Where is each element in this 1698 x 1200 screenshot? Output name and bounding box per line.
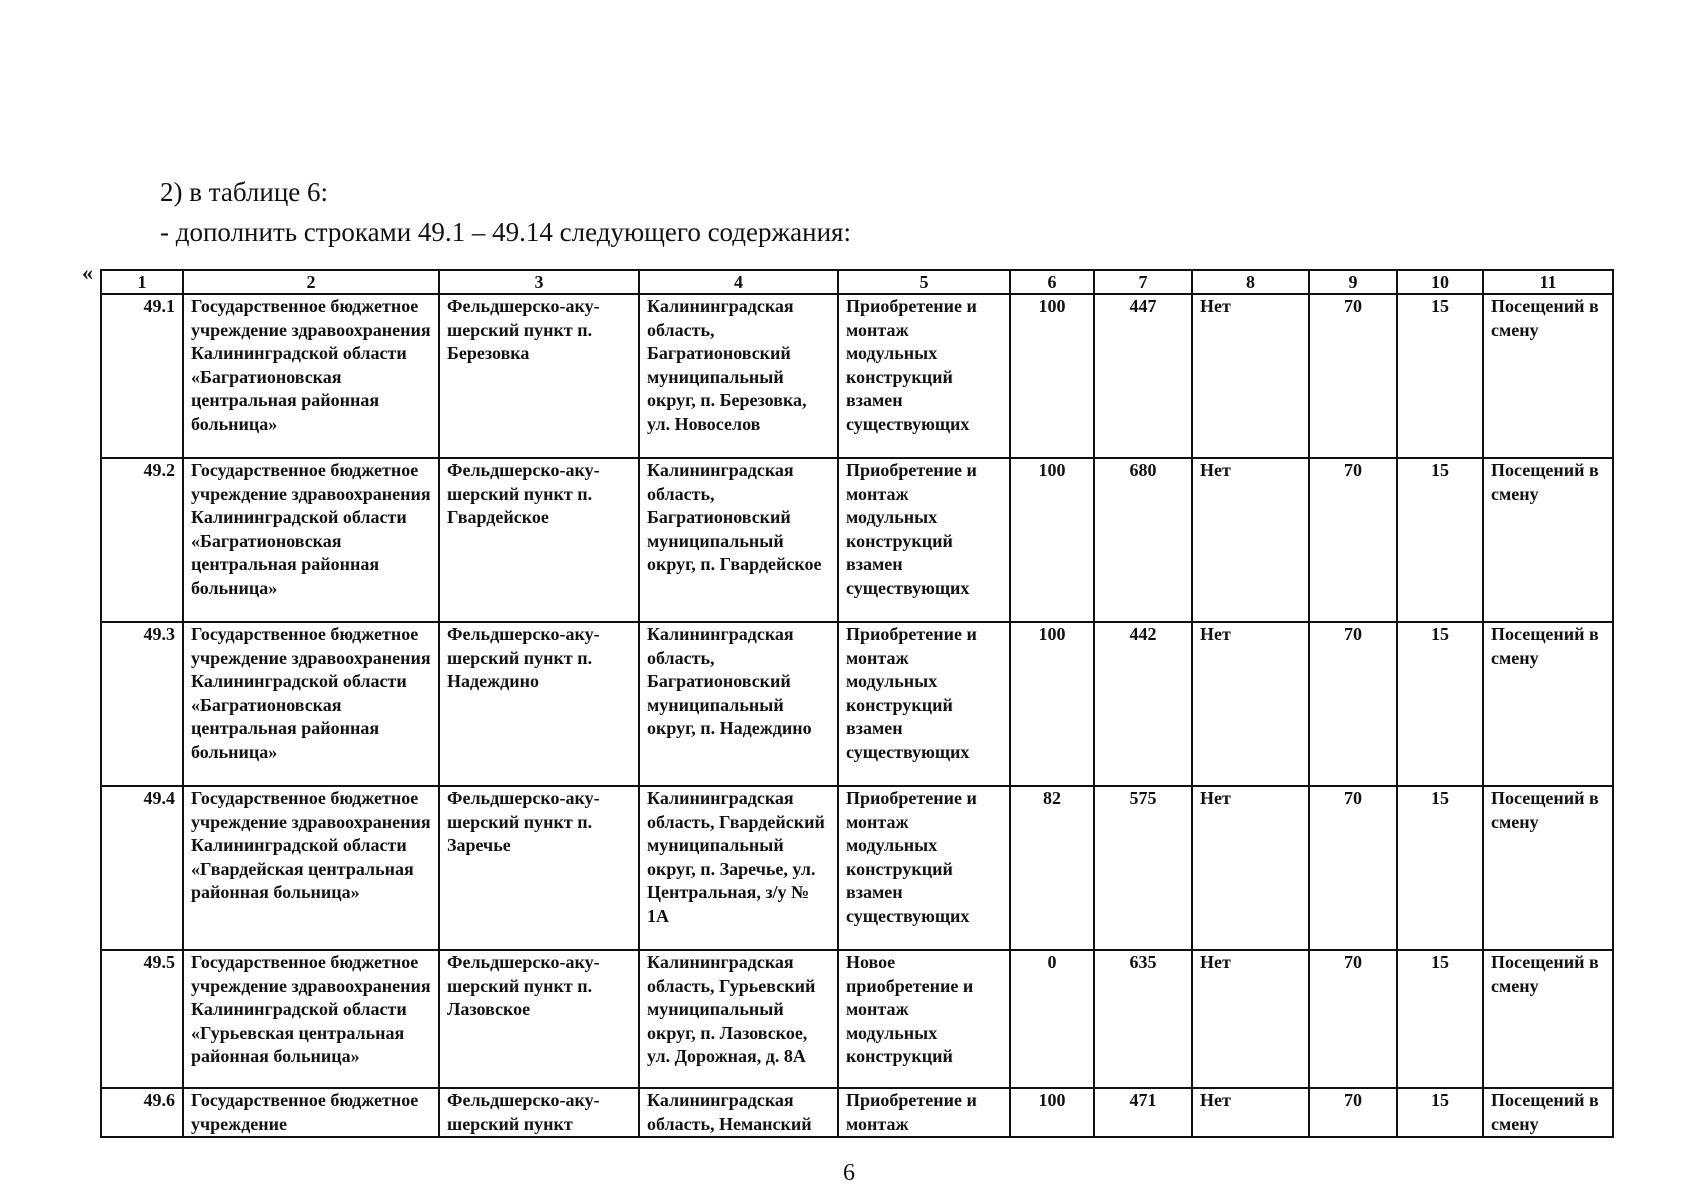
column-9-cell: 70 bbox=[1309, 786, 1397, 950]
institution-cell: Государственное бюджетное учреждение здравоохранения Калининградской области «Багратионовская центральная районная больница» bbox=[183, 294, 439, 458]
column-header: 2 bbox=[183, 270, 439, 294]
row-number: 49.4 bbox=[101, 786, 183, 950]
column-7-cell: 635 bbox=[1094, 950, 1192, 1088]
column-8-cell: Нет bbox=[1192, 294, 1309, 458]
object-cell: Фельдшерско-аку-шерский пункт п. Березовка bbox=[439, 294, 639, 458]
column-11-cell: Посещений в смену bbox=[1483, 1088, 1613, 1137]
institution-cell: Государственное бюджетное учреждение здравоохранения Калининградской области «Гвардейская центральная районная больница» bbox=[183, 786, 439, 950]
intro-text bbox=[160, 172, 851, 252]
intro-line-1: 2) в таблице 6: bbox=[160, 177, 329, 207]
institution-cell: Государственное бюджетное учреждение здравоохранения Калининградской области «Багратионовская центральная районная больница» bbox=[183, 622, 439, 786]
action-cell: Приобретение и монтаж модульных конструкций взамен существующих bbox=[838, 622, 1010, 786]
institution-cell: Государственное бюджетное учреждение здравоохранения Калининградской области «Гурьевская центральная районная больница» bbox=[183, 950, 439, 1088]
column-header: 6 bbox=[1010, 270, 1094, 294]
row-number: 49.2 bbox=[101, 458, 183, 622]
action-cell: Приобретение и монтаж bbox=[838, 1088, 1010, 1137]
table-row bbox=[101, 622, 1613, 786]
column-9-cell: 70 bbox=[1309, 458, 1397, 622]
column-8-cell: Нет bbox=[1192, 458, 1309, 622]
address-cell: Калининградская область, Гурьевский муниципальный округ, п. Лазовское, ул. Дорожная, д. 8А bbox=[639, 950, 838, 1088]
action-cell: Приобретение и монтаж модульных конструкций взамен существующих bbox=[838, 458, 1010, 622]
row-number: 49.3 bbox=[101, 622, 183, 786]
table-row bbox=[101, 950, 1613, 1088]
column-8-cell: Нет bbox=[1192, 1088, 1309, 1137]
opening-quote-mark: « bbox=[82, 260, 93, 285]
institution-cell: Государственное бюджетное учреждение здравоохранения Калининградской области «Багратионовская центральная районная больница» bbox=[183, 458, 439, 622]
column-header: 1 bbox=[101, 270, 183, 294]
column-6-cell: 100 bbox=[1010, 1088, 1094, 1137]
column-10-cell: 15 bbox=[1397, 950, 1483, 1088]
column-header: 4 bbox=[639, 270, 838, 294]
column-7-cell: 680 bbox=[1094, 458, 1192, 622]
page-number: 6 bbox=[843, 1160, 855, 1186]
object-cell: Фельдшерско-аку-шерский пункт п. Надеждино bbox=[439, 622, 639, 786]
column-header: 7 bbox=[1094, 270, 1192, 294]
column-header: 8 bbox=[1192, 270, 1309, 294]
table-row bbox=[101, 1088, 1613, 1137]
address-cell: Калининградская область, Гвардейский муниципальный округ, п. Заречье, ул. Центральная, з/у № 1А bbox=[639, 786, 838, 950]
column-6-cell: 82 bbox=[1010, 786, 1094, 950]
action-cell: Приобретение и монтаж модульных конструкций взамен существующих bbox=[838, 294, 1010, 458]
intro-line-2: - дополнить строками 49.1 – 49.14 следующего содержания: bbox=[160, 217, 851, 247]
row-number: 49.1 bbox=[101, 294, 183, 458]
table-row bbox=[101, 294, 1613, 458]
column-11-cell: Посещений в смену bbox=[1483, 622, 1613, 786]
column-6-cell: 0 bbox=[1010, 950, 1094, 1088]
column-11-cell: Посещений в смену bbox=[1483, 786, 1613, 950]
column-9-cell: 70 bbox=[1309, 622, 1397, 786]
column-7-cell: 447 bbox=[1094, 294, 1192, 458]
institution-cell: Государственное бюджетное учреждение bbox=[183, 1088, 439, 1137]
column-header: 9 bbox=[1309, 270, 1397, 294]
column-7-cell: 442 bbox=[1094, 622, 1192, 786]
column-10-cell: 15 bbox=[1397, 786, 1483, 950]
column-header: 11 bbox=[1483, 270, 1613, 294]
address-cell: Калининградская область, Багратионовский муниципальный округ, п. Березовка, ул. Новоселов bbox=[639, 294, 838, 458]
address-cell: Калининградская область, Багратионовский муниципальный округ, п. Гвардейское bbox=[639, 458, 838, 622]
column-11-cell: Посещений в смену bbox=[1483, 458, 1613, 622]
column-11-cell: Посещений в смену bbox=[1483, 950, 1613, 1088]
column-header: 3 bbox=[439, 270, 639, 294]
column-11-cell: Посещений в смену bbox=[1483, 294, 1613, 458]
column-6-cell: 100 bbox=[1010, 458, 1094, 622]
column-7-cell: 471 bbox=[1094, 1088, 1192, 1137]
action-cell: Приобретение и монтаж модульных конструкций взамен существующих bbox=[838, 786, 1010, 950]
column-8-cell: Нет bbox=[1192, 622, 1309, 786]
address-cell: Калининградская область, Неманский bbox=[639, 1088, 838, 1137]
column-6-cell: 100 bbox=[1010, 294, 1094, 458]
column-6-cell: 100 bbox=[1010, 622, 1094, 786]
object-cell: Фельдшерско-аку-шерский пункт bbox=[439, 1088, 639, 1137]
row-number: 49.5 bbox=[101, 950, 183, 1088]
table-6 bbox=[100, 269, 1614, 1138]
column-9-cell: 70 bbox=[1309, 1088, 1397, 1137]
column-10-cell: 15 bbox=[1397, 1088, 1483, 1137]
column-7-cell: 575 bbox=[1094, 786, 1192, 950]
object-cell: Фельдшерско-аку-шерский пункт п. Гвардейское bbox=[439, 458, 639, 622]
column-9-cell: 70 bbox=[1309, 950, 1397, 1088]
column-10-cell: 15 bbox=[1397, 622, 1483, 786]
column-9-cell: 70 bbox=[1309, 294, 1397, 458]
column-header: 5 bbox=[838, 270, 1010, 294]
object-cell: Фельдшерско-аку-шерский пункт п. Лазовское bbox=[439, 950, 639, 1088]
table-header-row bbox=[101, 270, 1613, 294]
column-8-cell: Нет bbox=[1192, 950, 1309, 1088]
column-header: 10 bbox=[1397, 270, 1483, 294]
table-row bbox=[101, 458, 1613, 622]
column-10-cell: 15 bbox=[1397, 458, 1483, 622]
address-cell: Калининградская область, Багратионовский муниципальный округ, п. Надеждино bbox=[639, 622, 838, 786]
action-cell: Новое приобретение и монтаж модульных конструкций bbox=[838, 950, 1010, 1088]
table-row bbox=[101, 786, 1613, 950]
column-8-cell: Нет bbox=[1192, 786, 1309, 950]
row-number: 49.6 bbox=[101, 1088, 183, 1137]
object-cell: Фельдшерско-аку-шерский пункт п. Заречье bbox=[439, 786, 639, 950]
column-10-cell: 15 bbox=[1397, 294, 1483, 458]
